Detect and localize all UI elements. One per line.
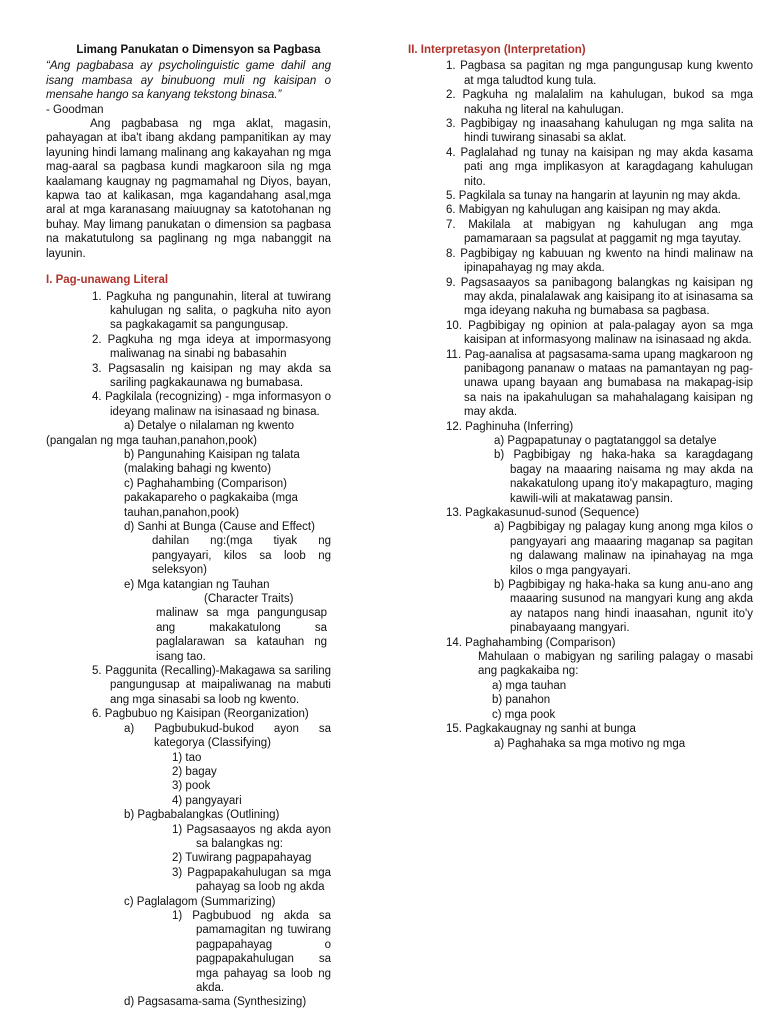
sub-item: a) Pagbubukud-bukod ayon sa kategorya (Classifying) <box>124 722 331 750</box>
sub-note: dahilan ng:(mga tiyak ng pangyayari, kilos sa loob ng seleksyon) <box>152 535 331 577</box>
sub-list-item: a) mga tauhan <box>492 679 567 692</box>
sub-note: (pangalan ng mga tauhan,panahon,pook) <box>46 434 258 447</box>
list-item: 5. Pagkilala sa tunay na hangarin at layunin ng may akda. <box>446 190 741 203</box>
list-item: 12. Paghinuha (Inferring) <box>446 420 574 433</box>
quote-author: - Goodman <box>46 103 104 116</box>
list-item: 7. Makilala at mabigyan ng kahulugan ang mga pamamaraan sa pagsulat at paggamit ng mga tayutay. <box>446 218 753 246</box>
left-column <box>46 43 331 1010</box>
list-item: 13. Pagkakasunud-sunod (Sequence) <box>446 507 640 519</box>
sub-list-item: c) mga pook <box>492 708 556 721</box>
sub-item: b) Pagbibigay ng haka-haka sa karagdagang bagay na maaaring naisama ng may akda na nakakatulong upang ito'y makapagturo, maging kawili-wili at makatawag pansin. <box>494 449 753 505</box>
sub-item: a) Detalye o nilalaman ng kwento <box>124 420 295 433</box>
sub-list-item: 4) pangyayari <box>172 794 242 807</box>
sub-item: b) Pagbibigay ng haka-haka sa kung anu-ano ang maaaring susunod na mangyari kung ang akda ay natapos nang hindi inaasahan, ngunit ito'y pinabayaang mangyari. <box>494 579 753 635</box>
document-title: Limang Panukatan o Dimensyon sa Pagbasa <box>76 44 321 56</box>
sub-note: malinaw sa mga pangungusap ang makakatulong sa paglalarawan sa katauhan ng isang tao. <box>156 607 327 663</box>
sub-item: e) Mga katangian ng Tauhan <box>124 578 270 591</box>
sub-item: d) Sanhi at Bunga (Cause and Effect) <box>124 521 315 533</box>
sub-note: tauhan,panahon,pook) <box>124 506 240 519</box>
sub-list-item: b) panahon <box>492 694 551 707</box>
list-item: 8. Pagbibigay ng kabuuan ng kwento na hindi malinaw na ipinapahayag ng may akda. <box>446 247 753 275</box>
list-item: 9. Pagsasaayos sa panibagong balangkas ng kaisipan ng may akda, pinalalawak ang kaisipang ito at isinasama sa mga ideyang nakuha ng bumabasa sa pagbasa. <box>446 276 753 318</box>
sub-list-item: 2) Tuwirang pagpapahayag <box>172 852 312 865</box>
list-item: 3. Pagsasalin ng kaisipan ng may akda sa sariling pagkakaunawa ng bumabasa. <box>92 362 331 389</box>
sub-item: b) Pangunahing Kaisipan ng talata <box>124 448 300 461</box>
list-item: 2. Pagkuha ng mga ideya at impormasyong maliwanag na sinabi ng babasahin <box>92 333 331 361</box>
list-item: 3. Pagbibigay ng inaasahang kahulugan ng mga salita na hindi tuwirang sinasabi sa aklat. <box>446 118 753 145</box>
list-item: 4. Paglalahad ng tunay na kaisipan ng may akda kasama pati ang mga implikasyon at karagdagang kahulugan nito. <box>446 146 753 188</box>
sub-item: c) Paghahambing (Comparison) <box>124 477 287 490</box>
list-item: 14. Paghahambing (Comparison) <box>446 636 616 649</box>
sub-note: (Character Traits) <box>204 593 294 606</box>
sub-item: a) Paghahaka sa mga motivo ng mga <box>494 737 686 750</box>
sub-list-item: 2) bagay <box>172 765 217 778</box>
list-item: 5. Paggunita (Recalling)-Makagawa sa sariling pangungusap at maipaliwanag na mabuti ang mga sinasabi sa loob ng kwento. <box>92 665 331 706</box>
sub-note: Mahulaan o mabigyan ng sariling palagay o masabi ang pagkakaiba ng: <box>478 651 753 678</box>
sub-list-item: 3) Pagpapakahulugan sa mga pahayag sa loob ng akda <box>172 866 331 894</box>
sub-item: a) Pagpapatunay o pagtatanggol sa detalye <box>494 434 717 447</box>
list-item: 6. Pagbubuo ng Kaisipan (Reorganization) <box>92 708 309 721</box>
sub-item: c) Paglalagom (Summarizing) <box>124 895 276 908</box>
right-column <box>408 43 753 751</box>
sub-note: pakakapareho o pagkakaiba (mga <box>124 492 298 505</box>
sub-list-item: 1) Pagbubuod ng akda sa pamamagitan ng tuwirang pagpapahayag o pagpapakahulugan sa mga pahayag sa loob ng akda. <box>172 909 331 994</box>
sub-item: a) Pagbibigay ng palagay kung anong mga kilos o pangyayari ang maaaring maganap sa pagitan ng dalawang malinaw na ipinahayag na mga kilos o mga pangyayari. <box>494 521 753 577</box>
list-item: 1. Pagbasa sa pagitan ng mga pangungusap kung kwento at mga taludtod kung tula. <box>446 60 753 87</box>
list-item: 4. Pagkilala (recognizing) - mga informasyon o ideyang malinaw na isinasaad ng binasa. <box>92 391 331 418</box>
section-heading-interpretation: II. Interpretasyon (Interpretation) <box>408 44 586 56</box>
intro-paragraph: Ang pagbabasa ng mga aklat, magasin, pahayagan at iba't ibang akdang pampanitikan ay may layuning hindi lamang malinang ang kakayahan ng mga mag-aaral sa pagbasa kundi magkaroon sila ng mga kaalamang kaugnay ng pagmamahal ng Diyos, bayan, kapwa tao at kalikasan, mga kagandahang asal,mga aral at mga karanasang maiuugnay sa katotohanan ng buhay. May limang panukatan o dimension sa pagbasa na makatutulong sa paglinang ng mga nabanggit na layunin. <box>46 118 331 260</box>
section-heading-literal: I. Pag-unawang Literal <box>46 274 169 287</box>
sub-item: d) Pagsasama-sama (Synthesizing) <box>124 996 307 1009</box>
list-item: 6. Mabigyan ng kahulugan ang kaisipan ng may akda. <box>446 204 721 217</box>
sub-list-item: 1) Pagsasaayos ng akda ayon sa balangkas ng: <box>172 823 331 850</box>
list-item: 2. Pagkuha ng malalalim na kahulugan, bukod sa mga nakuha ng literal na kahulugan. <box>446 89 753 116</box>
sub-list-item: 3) pook <box>172 780 211 793</box>
list-item: 15. Pagkakaugnay ng sanhi at bunga <box>446 723 636 736</box>
list-item: 10. Pagbibigay ng opinion at pala-palagay ayon sa mga kaisipan at informasyong malinaw na isinasaad ng akda. <box>446 319 753 347</box>
sub-item: b) Pagbabalangkas (Outlining) <box>124 809 280 822</box>
sub-list-item: 1) tao <box>172 751 202 764</box>
list-item: 1. Pagkuha ng pangunahin, literal at tuwirang kahulugan ng salita, o pagkuha nito ayon sa pagkakagamit sa pangungusap. <box>92 290 331 332</box>
goodman-quote: “Ang pagbabasa ay psycholinguistic game dahil ang isang mambasa ay binubuong muli ng kaisipan o mensahe hango sa kanyang tekstong binasa.” <box>46 60 331 102</box>
list-item: 11. Pag-aanalisa at pagsasama-sama upang magkaroon ng panibagong pananaw o mataas na pamantayan ng pag-unawa upang bayaan ang bumabasa na makapag-isip sa nais na ipakahulugan sa mahahalagang kaisipan ng may akda. <box>446 348 753 419</box>
sub-note: (malaking bahagi ng kwento) <box>124 463 272 476</box>
